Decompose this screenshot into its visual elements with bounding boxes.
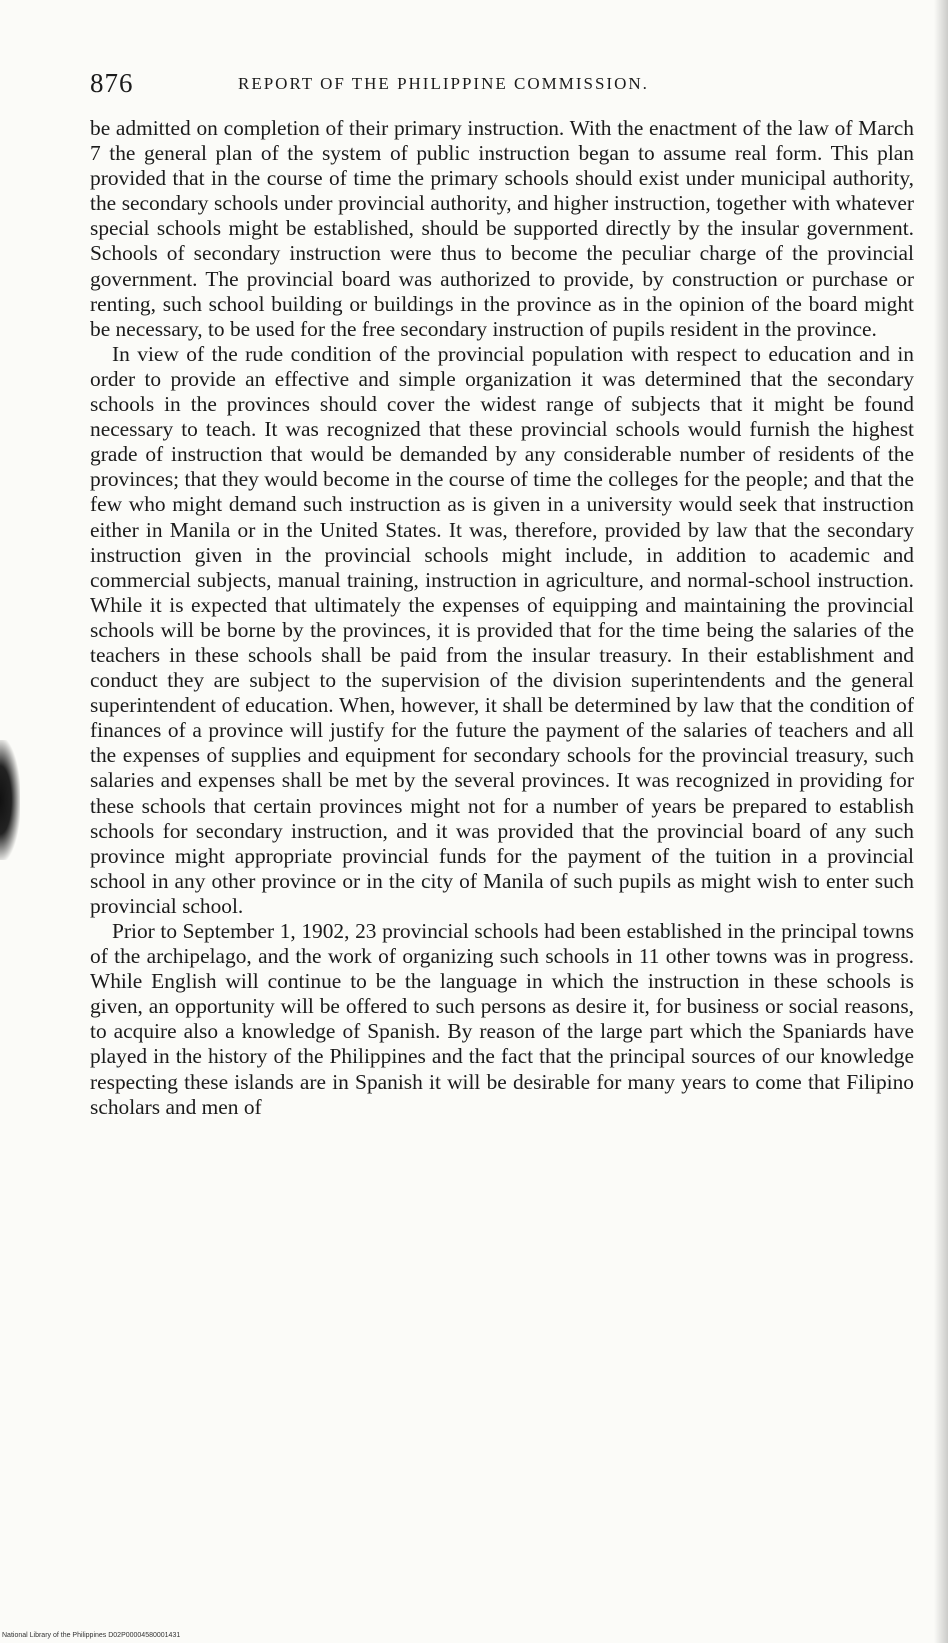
paragraph-2: In view of the rude condition of the provincial population with respect to education and in order to provide an effective and simple organization it was determined that the secondary schools in the provinces should cover the widest range of subjects that it might be found necessary to teach. It was recognized that these provincial schools would furnish the highest grade of instruction that would be demanded by any considerable number of residents of the provinces; that they would become in the course of time the colleges for the people; and that the few who might demand such instruction as is given in a university would seek that instruction either in Manila or in the United States. It was, therefore, provided by law that the secondary instruction given in the provincial schools might include, in addition to academic and commercial subjects, manual training, instruction in agriculture, and normal-school instruction. While it is expected that ultimately the expenses of equipping and maintaining the provincial schools will be borne by the provinces, it is provided that for the time being the salaries of the teachers in these schools shall be paid from the insular treasury. In their establishment and conduct they are subject to the supervision of the division superintendents and the general superintendent of education. When, however, it shall be determined by law that the condition of finances of a province will justify for the future the payment of the salaries of teachers and all the expenses of supplies and equipment for secondary schools for the provincial treasury, such salaries and expenses shall be met by the several provinces. It was recognized in providing for these schools that certain provinces might not for a number of years be prepared to establish schools for secondary instruction, and it was provided that the provincial board of any such province might appropriate provincial funds for the payment of the tuition in a provincial school in any other province or in the city of Manila of such pupils as might wish to enter such provincial school. [90, 341, 914, 918]
page-header [90, 68, 920, 108]
page-number: 876 [90, 68, 134, 98]
body-text [90, 116, 914, 1120]
running-head: REPORT OF THE PHILIPPINE COMMISSION. [238, 74, 649, 93]
page-edge-shadow [934, 0, 948, 1643]
scan-credit: National Library of the Philippines D02P00004580001431 [2, 1632, 181, 1639]
paragraph-3: Prior to September 1, 1902, 23 provincial schools had been established in the principal towns of the archipelago, and the work of organizing such schools in 11 other towns was in progress. While English will continue to be the language in which the instruction in these schools is given, an opportunity will be offered to such persons as desire it, for business or social reasons, to acquire also a knowledge of Spanish. By reason of the large part which the Spaniards have played in the history of the Philippines and the fact that the principal sources of our knowledge respecting these islands are in Spanish it will be desirable for many years to come that Filipino scholars and men of [90, 919, 914, 1119]
binding-shadow [0, 740, 20, 860]
paragraph-1: be admitted on completion of their primary instruction. With the enactment of the law of March 7 the general plan of the system of public instruction began to assume real form. This plan provided that in the course of time the primary schools should exist under municipal authority, the secondary schools under provincial authority, and higher instruction, together with whatever special schools might be established, should be supported directly by the insular government. Schools of secondary instruction were thus to become the peculiar charge of the provincial government. The provincial board was authorized to provide, by construction or purchase or renting, such school building or buildings in the province as in the opinion of the board might be necessary, to be used for the free secondary instruction of pupils resident in the province. [90, 116, 914, 341]
